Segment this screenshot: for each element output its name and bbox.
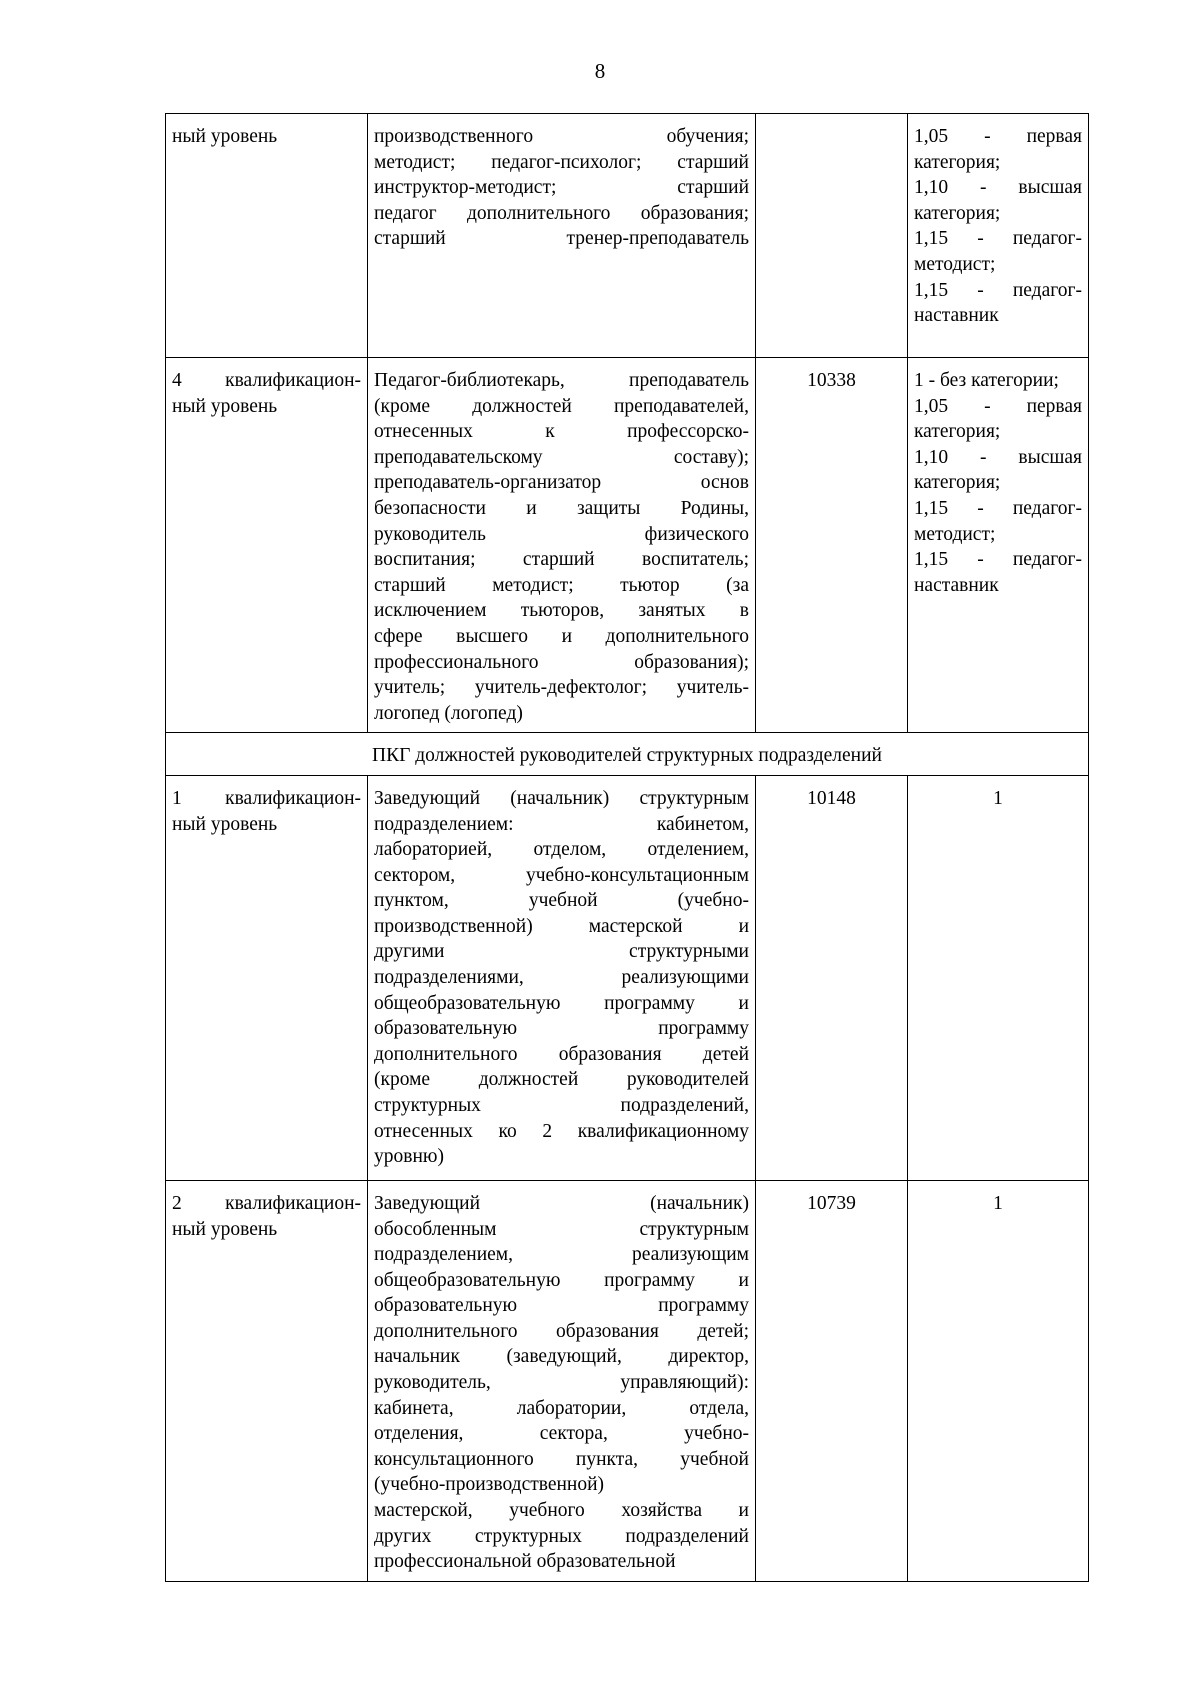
cell-line: исключением тьюторов, занятых в bbox=[374, 600, 749, 622]
cell-line: руководитель, управляющий): bbox=[374, 1372, 749, 1394]
cell-line: 1 квалификацион- bbox=[172, 787, 361, 809]
cell-line: категория; bbox=[914, 151, 1001, 173]
cell-line: ный уровень bbox=[172, 813, 278, 835]
group-title: ПКГ должностей руководителей структурных подразделений bbox=[166, 733, 1089, 776]
cell-line: 1,10 - высшая bbox=[914, 177, 1082, 199]
cell-line: ный уровень bbox=[172, 395, 278, 417]
cell-line: обособленным структурным bbox=[374, 1218, 749, 1240]
cell-line: методист; bbox=[914, 253, 996, 275]
cell-line: другими структурными bbox=[374, 941, 749, 963]
cell-line: структурных подразделений, bbox=[374, 1095, 749, 1117]
level-cell bbox=[166, 775, 368, 1180]
coefficient-cell bbox=[908, 775, 1089, 1180]
table-row bbox=[166, 358, 1089, 733]
cell-line: педагог дополнительного образования; bbox=[374, 202, 749, 224]
cell-line: уровню) bbox=[374, 1146, 444, 1168]
cell-line: дополнительного образования детей bbox=[374, 1043, 749, 1065]
cell-line: наставник bbox=[914, 305, 999, 327]
cell-line: пунктом, учебной (учебно- bbox=[374, 890, 749, 912]
cell-line: ный уровень bbox=[172, 1218, 278, 1240]
cell-line: Заведующий (начальник) структурным bbox=[374, 787, 749, 809]
cell-line: 2 квалификацион- bbox=[172, 1192, 361, 1214]
cell-line: учитель; учитель-дефектолог; учитель- bbox=[374, 677, 749, 699]
table-row bbox=[166, 114, 1089, 358]
cell-line: 1,15 - педагог- bbox=[914, 279, 1082, 301]
cell-line: подразделением: кабинетом, bbox=[374, 813, 749, 835]
cell-line: 1 bbox=[993, 1192, 1003, 1214]
salary-cell: 10338 bbox=[756, 358, 908, 733]
cell-line: 1,10 - высшая bbox=[914, 446, 1082, 468]
level-cell bbox=[166, 1180, 368, 1581]
cell-line: образовательную программу bbox=[374, 1295, 749, 1317]
cell-line: кабинета, лаборатории, отдела, bbox=[374, 1397, 749, 1419]
cell-line: старший тренер-преподаватель bbox=[374, 228, 749, 250]
cell-line: методист; педагог-психолог; старший bbox=[374, 151, 749, 173]
table-row bbox=[166, 775, 1089, 1180]
cell-line: подразделением, реализующим bbox=[374, 1244, 749, 1266]
page-number: 8 bbox=[594, 59, 606, 83]
salary-cell: 10739 bbox=[756, 1180, 908, 1581]
cell-line: Педагог-библиотекарь, преподаватель bbox=[374, 370, 749, 391]
cell-line: (кроме должностей преподавателей, bbox=[374, 395, 749, 417]
level-cell bbox=[166, 358, 368, 733]
cell-line: отнесенных к профессорско- bbox=[374, 421, 749, 443]
cell-line: воспитания; старший воспитатель; bbox=[374, 549, 749, 571]
cell-line: 1,15 - педагог- bbox=[914, 549, 1082, 571]
table-row bbox=[166, 1180, 1089, 1581]
cell-line: 4 квалификацион- bbox=[172, 370, 361, 391]
cell-line: дополнительного образования детей; bbox=[374, 1320, 749, 1342]
cell-line: наставник bbox=[914, 574, 999, 596]
positions-cell bbox=[368, 358, 756, 733]
cell-line: безопасности и защиты Родины, bbox=[374, 497, 749, 519]
cell-line: логопед (логопед) bbox=[374, 702, 523, 724]
cell-line: руководитель физического bbox=[374, 523, 749, 545]
cell-line: категория; bbox=[914, 202, 1001, 224]
cell-line: (учебно-производственной) bbox=[374, 1474, 605, 1496]
cell-line: профессиональной образовательной bbox=[374, 1551, 676, 1573]
salary-cell bbox=[756, 114, 908, 358]
cell-line: лабораторией, отделом, отделением, bbox=[374, 839, 749, 861]
cell-line: категория; bbox=[914, 421, 1001, 443]
cell-line: методист; bbox=[914, 523, 996, 545]
cell-line: мастерской, учебного хозяйства и bbox=[374, 1500, 749, 1522]
table-row-group bbox=[166, 733, 1089, 776]
cell-line: других структурных подразделений bbox=[374, 1525, 749, 1547]
cell-line: 1,05 - первая bbox=[914, 395, 1082, 417]
qualification-table bbox=[165, 113, 1089, 1582]
cell-line: общеобразовательную программу и bbox=[374, 992, 749, 1014]
cell-line: преподавательскому составу); bbox=[374, 446, 749, 468]
cell-line: подразделениями, реализующими bbox=[374, 967, 749, 989]
cell-line: 1 - без категории; bbox=[914, 370, 1059, 391]
positions-cell bbox=[368, 114, 756, 358]
coefficient-cell bbox=[908, 358, 1089, 733]
cell-line: (кроме должностей руководителей bbox=[374, 1069, 749, 1091]
coefficient-cell bbox=[908, 1180, 1089, 1581]
cell-line: начальник (заведующий, директор, bbox=[374, 1346, 749, 1368]
cell-line: консультационного пункта, учебной bbox=[374, 1448, 749, 1470]
cell-line: образовательную программу bbox=[374, 1018, 749, 1040]
cell-line: категория; bbox=[914, 472, 1001, 494]
cell-line: инструктор-методист; старший bbox=[374, 177, 749, 199]
cell-line: профессионального образования); bbox=[374, 651, 749, 673]
positions-cell bbox=[368, 1180, 756, 1581]
level-cell bbox=[166, 114, 368, 358]
cell-line: производственной) мастерской и bbox=[374, 915, 749, 937]
salary-cell: 10148 bbox=[756, 775, 908, 1180]
cell-line: общеобразовательную программу и bbox=[374, 1269, 749, 1291]
cell-line: 1 bbox=[993, 787, 1003, 809]
cell-line: сектором, учебно-консультационным bbox=[374, 864, 749, 886]
cell-line: производственного обучения; bbox=[374, 126, 749, 147]
cell-line: ный уровень bbox=[172, 126, 278, 147]
cell-line: отделения, сектора, учебно- bbox=[374, 1423, 749, 1445]
cell-line: отнесенных ко 2 квалификационному bbox=[374, 1120, 749, 1142]
cell-line: 1,15 - педагог- bbox=[914, 497, 1082, 519]
coefficient-cell bbox=[908, 114, 1089, 358]
cell-line: 1,15 - педагог- bbox=[914, 228, 1082, 250]
positions-cell bbox=[368, 775, 756, 1180]
cell-line: сфере высшего и дополнительного bbox=[374, 625, 749, 647]
cell-line: 1,05 - первая bbox=[914, 126, 1082, 147]
cell-line: преподаватель-организатор основ bbox=[374, 472, 749, 494]
cell-line: старший методист; тьютор (за bbox=[374, 574, 749, 596]
cell-line: Заведующий (начальник) bbox=[374, 1192, 749, 1214]
